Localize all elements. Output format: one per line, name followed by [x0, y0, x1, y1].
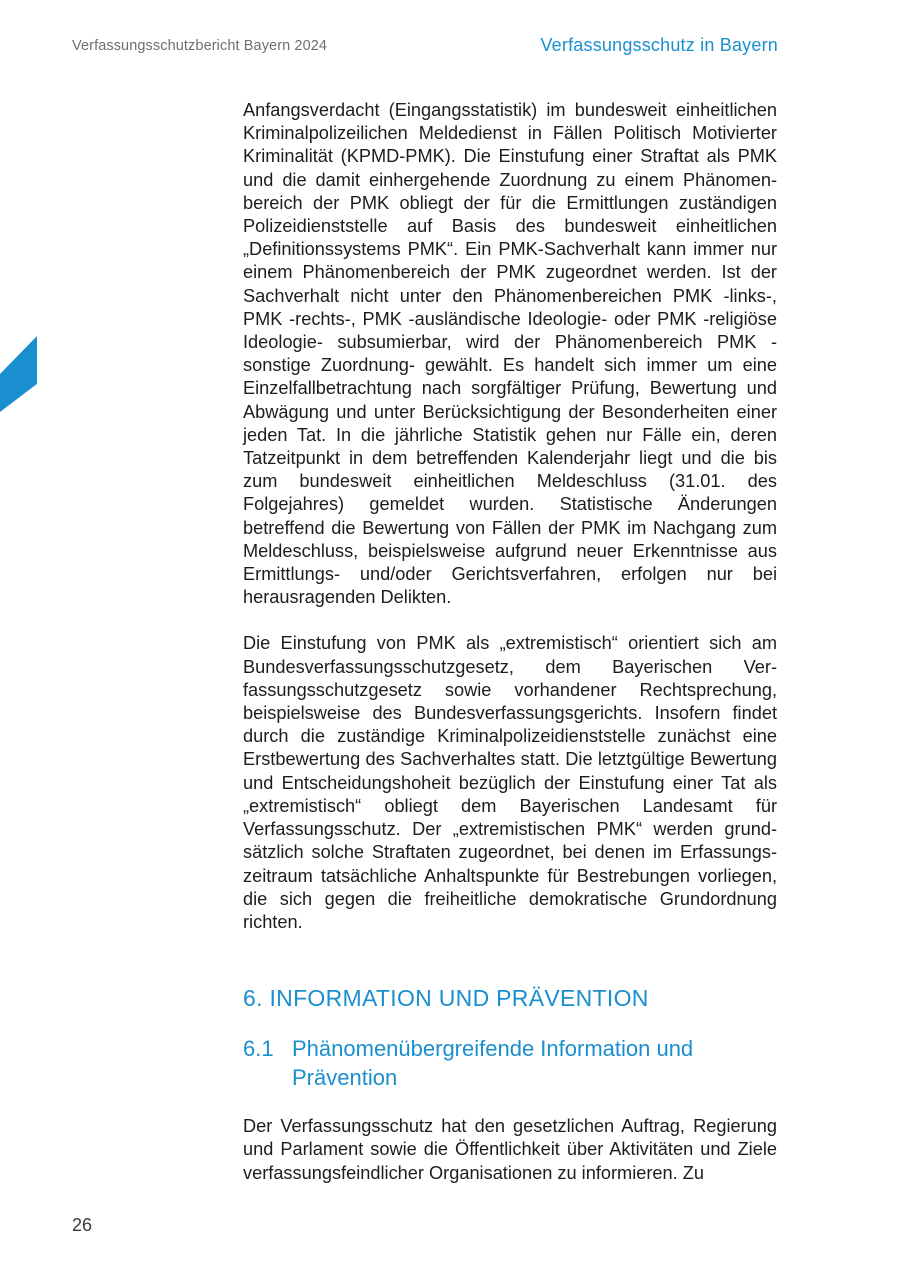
section-heading: 6. INFORMATION UND PRÄVENTION — [243, 985, 649, 1012]
running-header-title: Verfassungsschutzbericht Bayern 2024 — [72, 38, 328, 54]
page-content — [243, 99, 777, 1185]
page-number: 26 — [72, 1215, 93, 1235]
subsection-title: Phänomenübergreifende Information und Prävention — [292, 1036, 694, 1091]
chapter-tab-marker — [0, 336, 37, 412]
body-paragraph-2: Die Einstufung von PMK als „extremistisch“ orientiert sich am Bundesverfassungsschutzgesetz, dem Bayerischen Verfassungsschutzgesetz sowie vorhandener Rechtsprechung, beispielsweise des Bundesverfassungsgerichts. Insofern findet durch die zuständige Kriminalpolizeidienststelle zunächst eine Erstbewertung des Sachverhaltes statt. Die letztgültige Bewertung und Entscheidungshoheit bezüglich der Einstufung einer Tat als „extremistisch“ obliegt dem Bayerischen Landesamt für Verfassungsschutz. Der „extremistischen PMK“ werden grundsätzlich solche Straftaten zugeordnet, bei denen im Erfassungszeitraum tatsächliche Anhaltspunkte für Bestrebungen vorliegen, die sich gegen die freiheitliche demokratische Grundordnung richten. — [243, 633, 777, 932]
subsection-heading — [243, 1034, 777, 1092]
body-paragraph-1: Anfangsverdacht (Eingangsstatistik) im bundesweit einheitlichen Kriminalpolizeilichen Meldedienst in Fällen Politisch Motivierter Kriminalität (KPMD-PMK). Die Einstufung einer Straftat als PMK und die damit einhergehende Zuordnung zu einem Phänomenbereich der PMK obliegt der für die Ermittlungen zuständigen Polizeidienststelle auf Basis des bundesweit einheitlichen „Definitionssystems PMK“. Ein PMK-Sachverhalt kann immer nur einem Phänomenbereich der PMK zugeordnet werden. Ist der Sachverhalt nicht unter den Phänomenbereichen PMK -links-, PMK -rechts-, PMK -ausländische Ideologie- oder PMK -religiöse Ideologie- subsumierbar, wird der Phänomenbereich PMK -sonstige Zuordnung- gewählt. Es handelt sich immer um eine Einzelfallbetrachtung nach sorgfältiger Prüfung, Bewertung und Abwägung und unter Berücksichtigung der Besonderheiten einer jeden Tat. In die jährliche Statistik gehen nur Fälle ein, deren Tatzeitpunkt in dem betreffenden Kalenderjahr liegt und die bis zum bundesweit einheitlichen Meldeschluss (31.01. des Folgejahres) gemeldet wurden. Statistische Änderungen betreffend die Bewertung von Fällen der PMK im Nachgang zum Meldeschluss, beispielsweise aufgrund neuer Erkenntnisse aus Ermittlungs- und/oder Gerichtsverfahren, erfolgen nur bei herausragenden Delikten. — [243, 100, 777, 608]
running-header-section: Verfassungsschutz in Bayern — [540, 35, 778, 55]
body-paragraph-3: Der Verfassungsschutz hat den gesetzlichen Auftrag, Regierung und Parlament sowie die Öffentlichkeit über Aktivitäten und Ziele verfassungsfeindlicher Organisationen zu informieren. Zu — [243, 1116, 777, 1183]
subsection-number: 6.1 — [243, 1036, 274, 1062]
